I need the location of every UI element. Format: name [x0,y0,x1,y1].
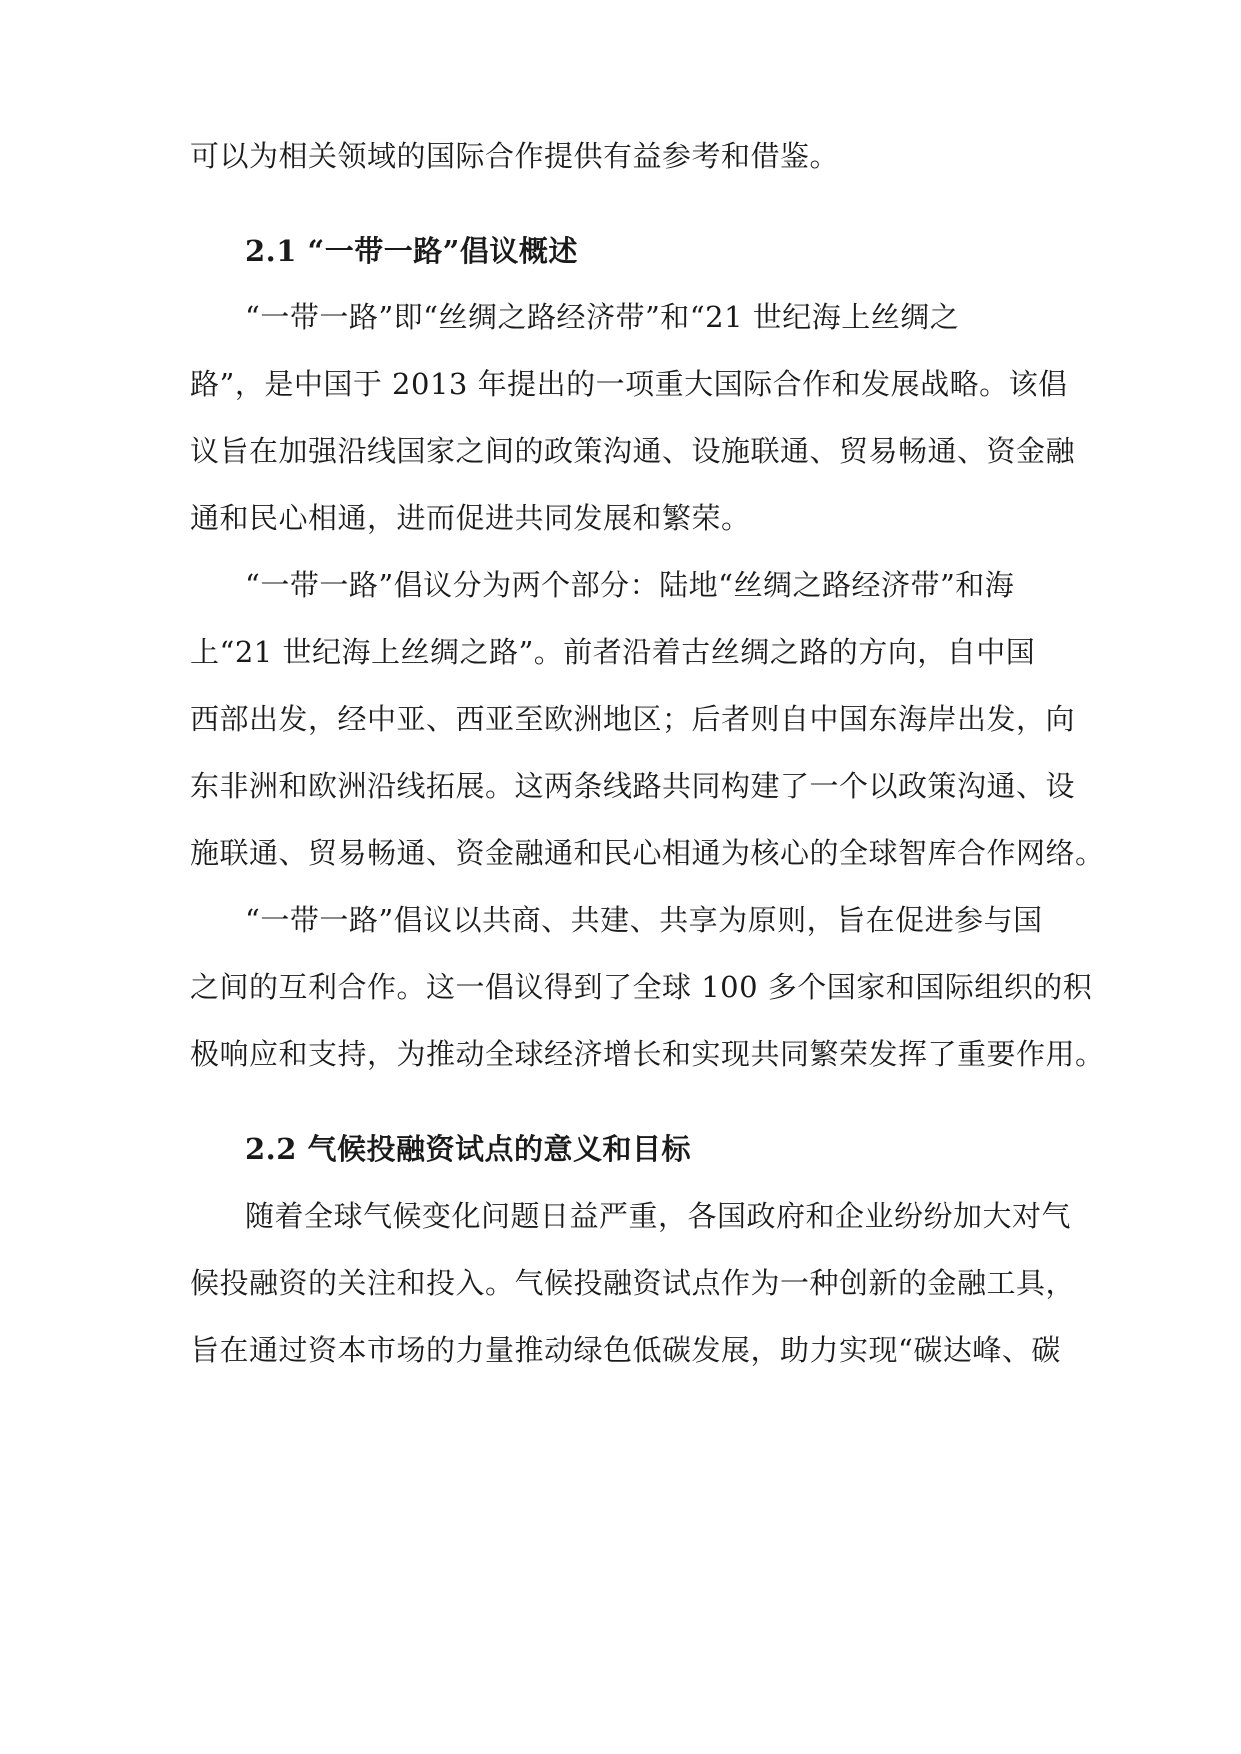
section-heading-2-1: 2.1 “一带一路”倡议概述 [245,234,578,268]
section-heading-2-2: 2.2 气候投融资试点的意义和目标 [245,1132,692,1166]
paragraph-line: 东非洲和欧洲沿线拓展。这两条线路共同构建了一个以政策沟通、设 [190,769,1076,803]
paragraph-line: “一带一路”倡议以共商、共建、共享为原则，旨在促进参与国 [245,903,1043,937]
body-text-line: 可以为相关领域的国际合作提供有益参考和借鉴。 [190,139,840,173]
paragraph-line: 候投融资的关注和投入。气候投融资试点作为一种创新的金融工具， [190,1266,1076,1300]
paragraph-line: 施联通、贸易畅通、资金融通和民心相通为核心的全球智库合作网络。 [190,836,1105,870]
paragraph-line: 西部出发，经中亚、西亚至欧洲地区；后者则自中国东海岸出发，向 [190,702,1076,736]
paragraph-line: 通和民心相通，进而促进共同发展和繁荣。 [190,501,751,535]
paragraph-line: 路”，是中国于 2013 年提出的一项重大国际合作和发展战略。该倡 [190,367,1068,401]
paragraph-line: 上“21 世纪海上丝绸之路”。前者沿着古丝绸之路的方向，自中国 [190,635,1036,669]
paragraph-line: 旨在通过资本市场的力量推动绿色低碳发展，助力实现“碳达峰、碳 [190,1333,1061,1367]
paragraph-line: 随着全球气候变化问题日益严重，各国政府和企业纷纷加大对气 [245,1199,1072,1233]
paragraph-line: “一带一路”倡议分为两个部分：陆地“丝绸之路经济带”和海 [245,568,1015,602]
paragraph-line: 议旨在加强沿线国家之间的政策沟通、设施联通、贸易畅通、资金融 [190,434,1076,468]
paragraph-line: “一带一路”即“丝绸之路经济带”和“21 世纪海上丝绸之 [245,300,960,334]
paragraph-line: 极响应和支持，为推动全球经济增长和实现共同繁荣发挥了重要作用。 [190,1037,1105,1071]
paragraph-line: 之间的互利合作。这一倡议得到了全球 100 多个国家和国际组织的积 [190,970,1093,1004]
